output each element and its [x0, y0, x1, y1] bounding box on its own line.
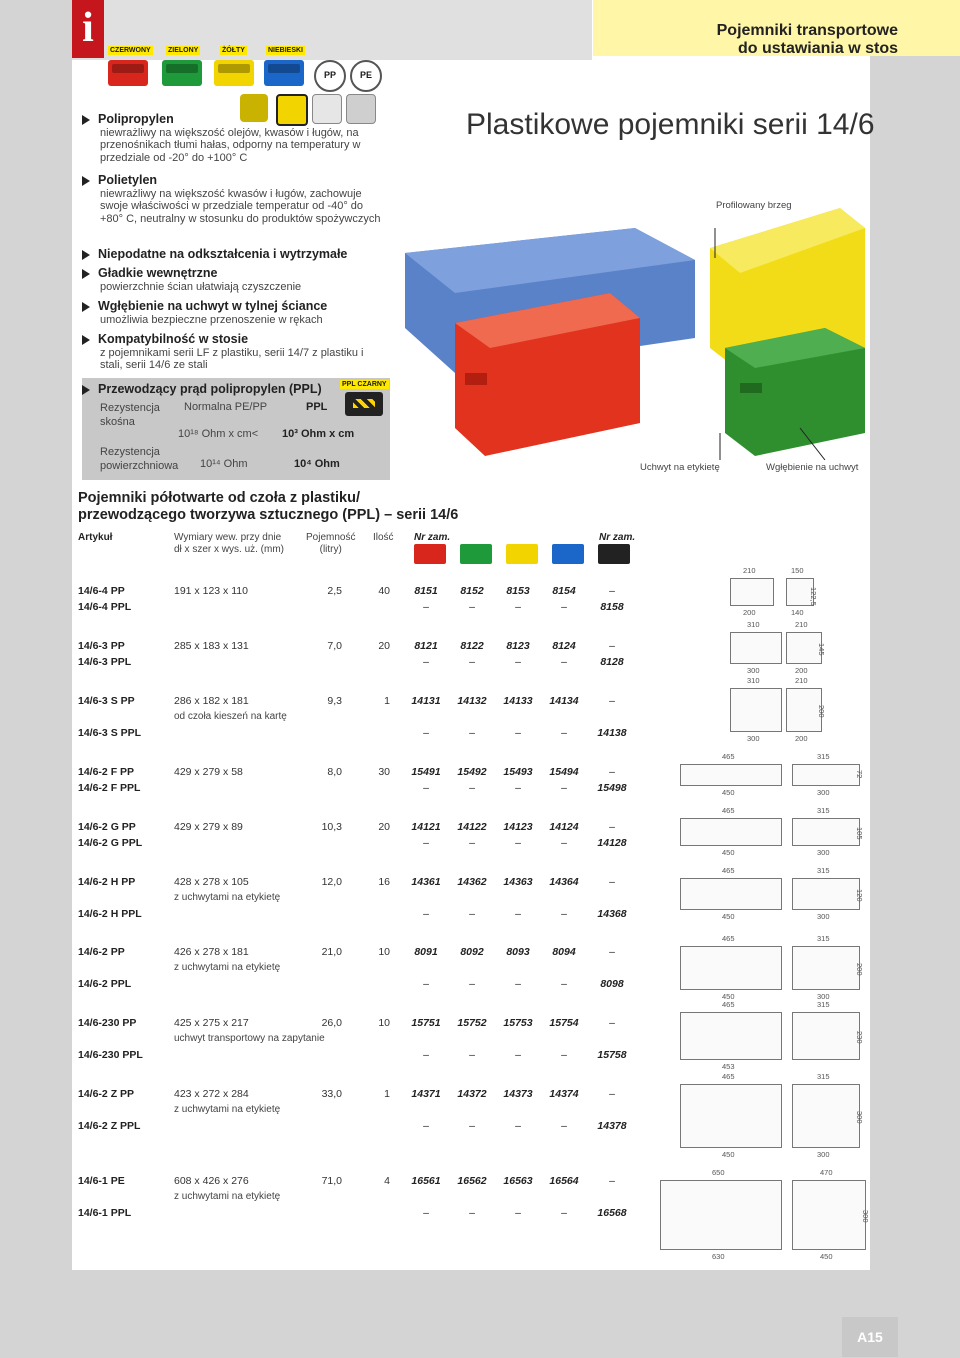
order-number: 14362 [457, 876, 487, 888]
row-note: uchwyt transportowy na zapytanie [174, 1033, 325, 1044]
product-title: Plastikowe pojemniki serii 14/6 [466, 108, 875, 141]
order-number: 8152 [460, 585, 484, 597]
order-number: – [423, 837, 429, 849]
dim-bottom-left: 300 [747, 666, 760, 675]
order-number: 8154 [552, 585, 576, 597]
front-view [680, 946, 782, 990]
order-number: – [469, 601, 475, 613]
feature-stacking: Kompatybilność w stosie z pojemnikami serii LF z plastiku, serii 14/7 z plastiku i stali, serii 14/6 ze stali [82, 333, 382, 372]
bullet-icon [82, 115, 90, 125]
dim-top-left: 465 [722, 806, 735, 815]
front-view [680, 1012, 782, 1060]
order-number: 14121 [411, 821, 441, 833]
col-article: Artykuł [78, 532, 113, 543]
capacity-cell: 33,0 [321, 1088, 342, 1100]
dimensions-cell: 426 x 278 x 181 [174, 946, 249, 958]
article-ppl: 14/6-3 S PPL [78, 727, 142, 739]
order-number: – [561, 908, 567, 920]
capacity-cell: 2,5 [327, 585, 342, 597]
order-number: 14128 [597, 837, 627, 849]
dim-bottom-left: 450 [722, 992, 735, 1001]
quantity-cell: 1 [384, 1088, 390, 1100]
dim-height: 200 [855, 963, 864, 976]
order-number: – [561, 656, 567, 668]
front-view [660, 1180, 782, 1250]
oblique-normal-value: 10¹⁸ Ohm x cm< [178, 428, 259, 440]
dim-height: 120 [855, 889, 864, 902]
order-number: – [609, 766, 615, 778]
bullet-icon [82, 176, 90, 186]
capacity-cell: 7,0 [327, 640, 342, 652]
article-pp: 14/6-2 Z PP [78, 1088, 135, 1100]
order-number: – [609, 585, 615, 597]
order-number: 8093 [506, 946, 530, 958]
side-view [792, 818, 860, 846]
dim-bottom-left: 450 [722, 788, 735, 797]
blue-mini-tray-icon [552, 544, 584, 564]
capacity-cell: 21,0 [321, 946, 342, 958]
order-number: – [561, 1049, 567, 1061]
order-number: – [561, 1207, 567, 1219]
order-number: – [609, 821, 615, 833]
red-mini-tray-icon [414, 544, 446, 564]
order-number: 15494 [549, 766, 579, 778]
order-number: – [609, 946, 615, 958]
feature-durable: Niepodatne na odkształcenia i wytrzymałe [82, 248, 382, 262]
dimensions-cell: 423 x 272 x 284 [174, 1088, 249, 1100]
order-number: 8123 [506, 640, 530, 652]
col-capacity: Pojemność (litry) [306, 532, 356, 555]
feature-smooth: Gładkie wewnętrzne powierzchnie ścian ułatwiają czyszczenie [82, 267, 382, 293]
col-order-number-ppl: Nr zam. [599, 532, 636, 543]
capacity-cell: 10,3 [321, 821, 342, 833]
order-number: – [515, 656, 521, 668]
order-number: – [469, 1120, 475, 1132]
dim-bottom-left: 300 [747, 734, 760, 743]
dimensions-cell: 429 x 279 x 89 [174, 821, 243, 833]
ppl-black-icon [345, 392, 383, 416]
bullet-icon [82, 269, 90, 279]
side-view [792, 1012, 860, 1060]
dim-bottom-right: 200 [795, 666, 808, 675]
order-number: 14378 [597, 1120, 627, 1132]
pe-recycle-icon: PE [350, 60, 382, 92]
order-number: – [469, 727, 475, 739]
order-number: – [561, 601, 567, 613]
color-label-blue: NIEBIESKI [268, 47, 304, 54]
oblique-ppl-value: 10³ Ohm x cm [282, 428, 355, 440]
quantity-cell: 30 [378, 766, 390, 778]
order-number: – [423, 908, 429, 920]
quantity-cell: 10 [378, 946, 390, 958]
capacity-cell: 8,0 [327, 766, 342, 778]
col-normal-header: Normalna PE/PP [184, 401, 268, 413]
quantity-cell: 40 [378, 585, 390, 597]
order-number: – [561, 1120, 567, 1132]
pp-recycle-icon: PP [314, 60, 346, 92]
dim-top-left: 465 [722, 934, 735, 943]
order-number: 14138 [597, 727, 627, 739]
order-number: – [609, 1088, 615, 1100]
order-number: 14122 [457, 821, 487, 833]
front-view [680, 818, 782, 846]
dim-top-right: 315 [817, 1000, 830, 1009]
table-title: Pojemniki półotwarte od czoła z plastiku/ przewodzącego tworzywa sztucznego (PPL) – serii 14/6 [78, 490, 459, 523]
order-number: – [469, 1049, 475, 1061]
order-number: – [423, 1049, 429, 1061]
dimensions-cell: 428 x 278 x 105 [174, 876, 249, 888]
col-quantity: Ilość [373, 532, 394, 543]
order-number: 14134 [549, 695, 579, 707]
dim-bottom-left: 450 [722, 912, 735, 921]
surface-normal-value: 10¹⁴ Ohm [200, 458, 248, 470]
side-view [792, 764, 860, 786]
article-pp: 14/6-2 PP [78, 946, 125, 958]
row-note: z uchwytami na etykietę [174, 962, 281, 973]
quantity-cell: 10 [378, 1017, 390, 1029]
quantity-cell: 20 [378, 821, 390, 833]
order-number: 15492 [457, 766, 487, 778]
order-number: – [609, 1175, 615, 1187]
article-ppl: 14/6-4 PPL [78, 601, 132, 613]
quantity-cell: 16 [378, 876, 390, 888]
side-view [792, 946, 860, 990]
order-number: 8158 [600, 601, 624, 613]
order-number: 14361 [411, 876, 441, 888]
dimensions-cell: 285 x 183 x 131 [174, 640, 249, 652]
article-pp: 14/6-2 H PP [78, 876, 136, 888]
dimensions-cell: 429 x 279 x 58 [174, 766, 243, 778]
label-holder-label: Uchwyt na etykietę [640, 462, 720, 473]
quantity-cell: 20 [378, 640, 390, 652]
surface-ppl-value: 10⁴ Ohm [294, 458, 340, 470]
ppl-black-tag: PPL CZARNY [342, 381, 387, 388]
order-number: 14371 [411, 1088, 441, 1100]
order-number: 14133 [503, 695, 533, 707]
dim-bottom-left: 200 [743, 608, 756, 617]
order-number: – [515, 978, 521, 990]
order-number: – [423, 978, 429, 990]
order-number: – [515, 1120, 521, 1132]
feature-grip: Wgłębienie na uchwyt w tylnej ściance umożliwia bezpieczne przenoszenie w rękach [82, 300, 382, 326]
dim-height: 300 [855, 1111, 864, 1124]
dim-bottom-right: 300 [817, 1150, 830, 1159]
order-number: – [423, 1207, 429, 1219]
order-number: – [561, 837, 567, 849]
red-tray-icon [108, 60, 148, 86]
order-number: – [515, 601, 521, 613]
order-number: – [423, 601, 429, 613]
side-view [792, 1084, 860, 1148]
row-note: od czoła kieszeń na kartę [174, 711, 287, 722]
col-dimensions: Wymiary wew. przy dnie dł x szer x wys. uż. (mm) [174, 532, 285, 555]
order-number: – [423, 656, 429, 668]
grip-label: Wgłębienie na uchwyt [766, 462, 859, 473]
article-ppl: 14/6-3 PPL [78, 656, 132, 668]
order-number: 15751 [411, 1017, 441, 1029]
dim-top-left: 465 [722, 1000, 735, 1009]
dim-height: 145 [817, 643, 826, 656]
article-ppl: 14/6-2 PPL [78, 978, 132, 990]
dim-bottom-right: 300 [817, 912, 830, 921]
row-note: z uchwytami na etykietę [174, 892, 281, 903]
order-number: – [423, 727, 429, 739]
order-number: 16568 [597, 1207, 627, 1219]
order-number: 8153 [506, 585, 530, 597]
order-number: 15753 [503, 1017, 533, 1029]
order-number: – [561, 727, 567, 739]
bullet-icon [82, 302, 90, 312]
article-ppl: 14/6-1 PPL [78, 1207, 132, 1219]
order-number: 14363 [503, 876, 533, 888]
blue-tray-icon [264, 60, 304, 86]
capacity-cell: 71,0 [321, 1175, 342, 1187]
dim-top-left: 465 [722, 866, 735, 875]
quantity-cell: 1 [384, 695, 390, 707]
color-label-red: CZERWONY [110, 47, 151, 54]
color-label-green: ZIELONY [168, 47, 199, 54]
feature-polypropylene: Polipropylen niewrażliwy na większość olejów, kwasów i ługów, na przenośnikach tłumi hałas, odporny na temperatury w przedziale od -20° do +100° C [82, 113, 382, 164]
order-number: 14364 [549, 876, 579, 888]
col-order-number: Nr zam. [414, 532, 451, 543]
dim-top-left: 310 [747, 620, 760, 629]
order-number: – [609, 640, 615, 652]
order-number: 14123 [503, 821, 533, 833]
front-view [680, 878, 782, 910]
dim-top-right: 210 [795, 620, 808, 629]
col-ppl-header: PPL [306, 401, 328, 413]
row-note: z uchwytami na etykietę [174, 1191, 281, 1202]
order-number: – [609, 876, 615, 888]
order-number: 15498 [597, 782, 627, 794]
color-label-yellow: ŻÓŁTY [222, 47, 245, 54]
article-pp: 14/6-1 PE [78, 1175, 125, 1187]
dim-bottom-right: 450 [820, 1252, 833, 1261]
conductive-title: Przewodzący prąd polipropylen (PPL) [82, 382, 322, 396]
dim-bottom-left: 450 [722, 848, 735, 857]
dimensions-cell: 286 x 182 x 181 [174, 695, 249, 707]
dim-bottom-left: 630 [712, 1252, 725, 1261]
side-view [792, 1180, 866, 1250]
dim-top-right: 315 [817, 866, 830, 875]
order-number: – [469, 1207, 475, 1219]
order-number: 8128 [600, 656, 624, 668]
order-number: 8091 [414, 946, 438, 958]
order-number: – [423, 782, 429, 794]
order-number: – [561, 782, 567, 794]
dim-height: 122,5 [809, 587, 818, 606]
front-view [680, 1084, 782, 1148]
order-number: 15493 [503, 766, 533, 778]
dim-bottom-right: 300 [817, 848, 830, 857]
order-number: – [469, 908, 475, 920]
dim-height: 300 [861, 1210, 870, 1223]
green-mini-tray-icon [460, 544, 492, 564]
dim-bottom-right: 300 [817, 788, 830, 797]
dim-height: 200 [817, 705, 826, 718]
order-number: – [515, 1207, 521, 1219]
order-number: 14368 [597, 908, 627, 920]
order-number: – [469, 782, 475, 794]
quantity-cell: 4 [384, 1175, 390, 1187]
dim-bottom-right: 300 [817, 992, 830, 1001]
dim-height: 230 [855, 1031, 864, 1044]
dimensions-cell: 191 x 123 x 110 [174, 585, 248, 597]
order-number: – [515, 837, 521, 849]
resistance-oblique-label: Rezystencja skośna [100, 402, 160, 428]
article-pp: 14/6-2 G PP [78, 821, 136, 833]
capacity-cell: 26,0 [321, 1017, 342, 1029]
order-number: 8098 [600, 978, 624, 990]
dim-top-right: 210 [795, 676, 808, 685]
order-number: 8151 [414, 585, 438, 597]
dim-top-left: 465 [722, 1072, 735, 1081]
order-number: 15754 [549, 1017, 579, 1029]
bullet-icon [82, 385, 90, 395]
dim-bottom-left: 453 [722, 1062, 735, 1071]
dim-bottom-left: 450 [722, 1150, 735, 1159]
resistance-surface-label: Rezystencja powierzchniowa [100, 446, 179, 472]
order-number: 15752 [457, 1017, 487, 1029]
dim-bottom-right: 140 [791, 608, 804, 617]
order-number: 8124 [552, 640, 576, 652]
row-note: z uchwytami na etykietę [174, 1104, 281, 1115]
dim-bottom-right: 200 [795, 734, 808, 743]
article-ppl: 14/6-2 G PPL [78, 837, 143, 849]
side-view [792, 878, 860, 910]
product-photo [395, 198, 870, 460]
front-view [730, 688, 782, 732]
order-number: – [423, 1120, 429, 1132]
info-icon: i [72, 0, 104, 58]
order-number: 8122 [460, 640, 484, 652]
dim-top-right: 315 [817, 1072, 830, 1081]
front-view [730, 632, 782, 664]
order-number: 8121 [414, 640, 438, 652]
bullet-icon [82, 250, 90, 260]
article-ppl: 14/6-2 F PPL [78, 782, 141, 794]
dim-top-right: 315 [817, 752, 830, 761]
dim-top-right: 470 [820, 1168, 833, 1177]
order-number: 14124 [549, 821, 579, 833]
order-number: – [609, 695, 615, 707]
order-number: 14372 [457, 1088, 487, 1100]
front-view [680, 764, 782, 786]
dim-height: 72 [855, 770, 864, 779]
article-ppl: 14/6-230 PPL [78, 1049, 143, 1061]
order-number: – [515, 727, 521, 739]
order-number: 16564 [549, 1175, 579, 1187]
article-pp: 14/6-2 F PP [78, 766, 135, 778]
order-number: 15758 [597, 1049, 627, 1061]
order-number: 8092 [460, 946, 484, 958]
black-mini-tray-icon [598, 544, 630, 564]
dim-height: 105 [855, 827, 864, 840]
dim-top-left: 465 [722, 752, 735, 761]
dim-top-right: 150 [791, 566, 804, 575]
order-number: 14374 [549, 1088, 579, 1100]
order-number: – [469, 837, 475, 849]
dim-top-right: 315 [817, 934, 830, 943]
yellow-mini-tray-icon [506, 544, 538, 564]
page-title [598, 22, 898, 58]
yellow-tray-icon [214, 60, 254, 86]
dimensions-cell: 608 x 426 x 276 [174, 1175, 249, 1187]
order-number: – [469, 978, 475, 990]
dimensions-cell: 425 x 275 x 217 [174, 1017, 249, 1029]
order-number: – [469, 656, 475, 668]
order-number: 16561 [411, 1175, 441, 1187]
order-number: 15491 [411, 766, 441, 778]
article-pp: 14/6-3 S PP [78, 695, 135, 707]
bullet-icon [82, 335, 90, 345]
order-number: – [515, 1049, 521, 1061]
order-number: 8094 [552, 946, 576, 958]
order-number: – [515, 908, 521, 920]
green-tray-icon [162, 60, 202, 86]
page-number: A15 [842, 1317, 898, 1357]
order-number: 16563 [503, 1175, 533, 1187]
order-number: 14131 [411, 695, 441, 707]
order-number: – [561, 978, 567, 990]
order-number: 14373 [503, 1088, 533, 1100]
capacity-cell: 9,3 [327, 695, 342, 707]
dim-top-left: 650 [712, 1168, 725, 1177]
article-ppl: 14/6-2 H PPL [78, 908, 142, 920]
article-pp: 14/6-230 PP [78, 1017, 137, 1029]
dim-top-left: 310 [747, 676, 760, 685]
order-number: – [515, 782, 521, 794]
order-number: 14132 [457, 695, 487, 707]
dim-top-right: 315 [817, 806, 830, 815]
order-number: – [609, 1017, 615, 1029]
feature-polyethylene: Polietylen niewrażliwy na większość kwasów i ługów, zachowuje swoje właściwości w przedziale temperatur od -40° do +80° C, neutralny w stosunku do produktów spożywczych [82, 174, 382, 225]
article-pp: 14/6-3 PP [78, 640, 125, 652]
dim-top-left: 210 [743, 566, 756, 575]
front-view [730, 578, 774, 606]
article-ppl: 14/6-2 Z PPL [78, 1120, 141, 1132]
order-number: 16562 [457, 1175, 487, 1187]
rim-label: Profilowany brzeg [716, 200, 792, 211]
article-pp: 14/6-4 PP [78, 585, 125, 597]
capacity-cell: 12,0 [321, 876, 342, 888]
page-title-line2: do ustawiania w stos [737, 40, 898, 57]
page-title-line1: Pojemniki transportowe [716, 22, 898, 39]
